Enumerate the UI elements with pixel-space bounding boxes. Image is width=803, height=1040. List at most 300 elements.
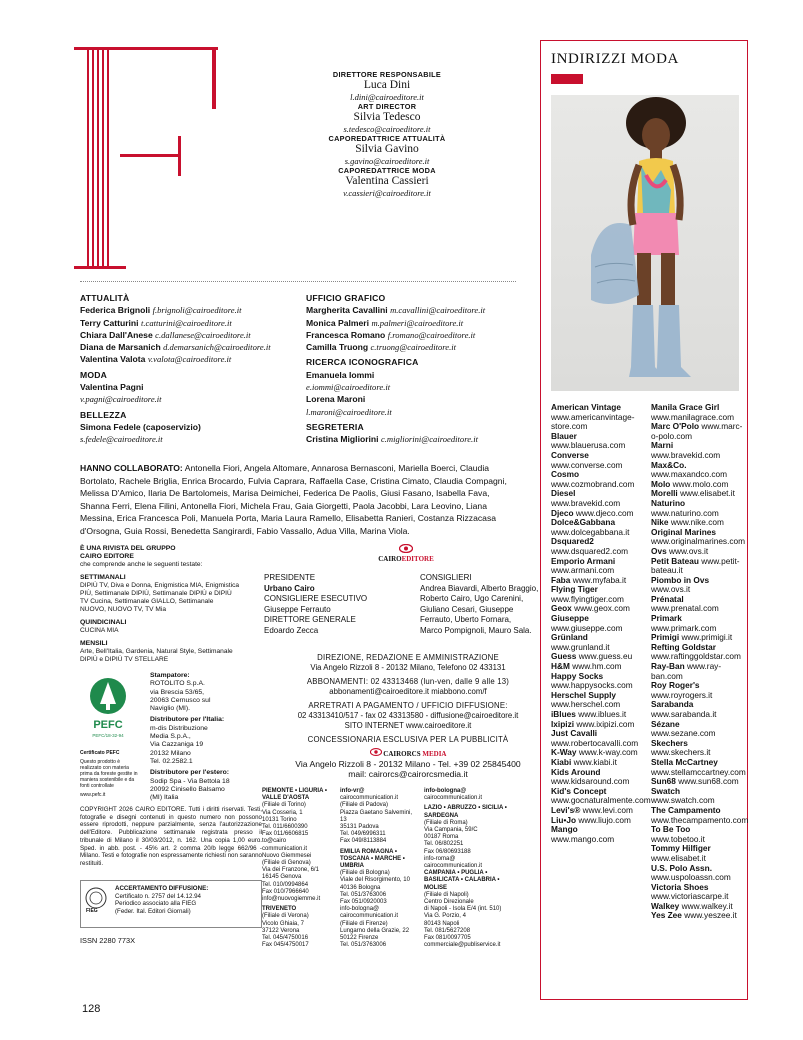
board-member-line: Andrea Biavardi, Alberto Braggio, — [420, 583, 539, 593]
brand-entry — [651, 595, 743, 614]
brand-url[interactable]: www.raftinggoldstar.com — [651, 651, 741, 662]
office-line: to@cairo — [262, 838, 287, 845]
brand-url[interactable]: www.maxandco.com — [651, 469, 728, 480]
brand-url[interactable]: www.ray-ban.com — [651, 661, 722, 681]
brand-url[interactable]: www.primark.com — [651, 622, 717, 633]
brand-name: Diesel — [551, 488, 576, 499]
brand-name: H&M — [551, 661, 570, 672]
brand-name: American Vintage — [551, 402, 621, 412]
brand-url[interactable]: www.levi.com — [582, 804, 633, 815]
brand-name: Kid's Concept — [551, 785, 607, 796]
brand-url[interactable]: www.victoriascarpe.it — [651, 891, 729, 902]
role-name: Giuseppe Ferrauto — [264, 604, 331, 614]
pefc-text: Questo prodotto è realizzato con materia prima da foreste gestite in maniera sostenibile e da fonti controllate — [80, 759, 138, 789]
brand-name: Blauer — [551, 430, 577, 441]
brand-url[interactable]: www.flyingtiger.com — [551, 593, 624, 604]
brand-name: Faba — [551, 574, 571, 585]
brand-url[interactable]: www.guess.eu — [578, 651, 633, 662]
office-line: communication.it — [262, 845, 308, 852]
region-heading: EMILIA ROMAGNA • TOSCANA • MARCHE • UMBRIA — [340, 848, 405, 870]
brand-name: Skechers — [651, 737, 688, 748]
brand-name: Marc O'Polo — [651, 421, 700, 432]
brand-name: Converse — [551, 449, 589, 460]
brand-url[interactable]: www.stellamccartney.com — [651, 766, 746, 777]
brand-entry — [551, 451, 639, 470]
brand-name: K-Way — [551, 747, 577, 758]
role-label: CONSIGLIERE ESECUTIVO — [264, 594, 368, 604]
brand-url[interactable]: www.americanvintage-store.com — [551, 411, 635, 432]
masthead-role: ART DIRECTOR — [357, 102, 417, 111]
brand-name: Max&Co. — [651, 459, 687, 470]
info-line: via Brescia 53/65, — [150, 688, 205, 696]
brand-entry — [651, 557, 743, 576]
brand-url[interactable]: www.grunland.it — [551, 641, 610, 652]
brand-entry — [551, 768, 639, 787]
office-line: Tel. 06/802251 — [424, 841, 464, 848]
brand-url[interactable]: www.blauerusa.com — [551, 440, 626, 451]
contact-line: 02 43313410/517 - fax 02 43313580 - diffusione@cairoeditore.it — [297, 711, 519, 720]
info-line: (MI) Italia — [150, 794, 179, 802]
brand-entry — [651, 403, 743, 422]
region-heading: LAZIO • ABRUZZO • SICILIA • SARDEGNA — [424, 805, 507, 819]
group-info — [80, 545, 240, 664]
masthead-entry — [262, 166, 512, 198]
brand-url[interactable]: www.k-way.com — [578, 747, 638, 758]
accent-bar — [551, 74, 583, 84]
masthead-role: DIRETTORE RESPONSABILE — [332, 70, 442, 79]
staff-email[interactable]: c.truong@cairoeditore.it — [370, 342, 457, 353]
brand-entry — [551, 403, 639, 432]
page-number: 128 — [82, 1003, 101, 1015]
masthead-role: CAPOREDATTRICE ATTUALITÀ — [328, 134, 446, 143]
office-line: di Napoli - Isola E/4 (int. 510) — [424, 906, 502, 913]
region-heading: info-bologna@ — [424, 788, 467, 794]
brand-entry — [551, 691, 639, 710]
brand-url[interactable]: www.sezane.com — [651, 728, 716, 739]
divider — [80, 281, 516, 282]
brand-url[interactable]: www.gocnaturalmente.com — [551, 795, 651, 806]
brand-name: U.S. Polo Assn. — [651, 862, 713, 873]
brand-name: Cosmo — [551, 469, 580, 480]
brand-entry — [651, 700, 743, 719]
brand-entry — [551, 825, 639, 844]
copyright: COPYRIGHT 2026 CAIRO EDITORE. Tutti i diritti riservati. Testi, fotografie e disegni contenuti in questo numero non possono essere riprodotti, neppure parzialmente, senza l'autorizzazione dell'Editore. Pubblicazione settimanale registrata presso il tribunale di Milano il 30/03/2012, n. 162. Una copia 1,00 euro. Sped. in abb. post. - 45% art. 2 comma 20/b legge 662/96 - Milano. Testi e fotografie non espressamente richiesti non saranno restituiti. — [80, 806, 262, 867]
staff-row — [306, 406, 521, 418]
masthead-name: Valentina Cassieri — [345, 175, 429, 187]
brand-url[interactable]: www.mango.com — [551, 833, 615, 844]
staff-name: Francesca Romano — [306, 329, 386, 340]
brand-name: Stella McCartney — [651, 756, 718, 767]
staff-right — [306, 292, 521, 446]
brand-url[interactable]: www.manilagrace.com — [651, 411, 734, 422]
brand-url[interactable]: www.bravekid.com — [551, 497, 621, 508]
office-line: cairocommunication.it — [340, 913, 399, 920]
section-heading: SETTIMANALI — [80, 574, 126, 581]
contact-heading: DIREZIONE, REDAZIONE E AMMINISTRAZIONE — [317, 653, 499, 662]
brand-entry — [651, 787, 743, 806]
brand-name: Kiabi — [551, 756, 572, 767]
brand-url[interactable]: www.prenatal.com — [651, 603, 719, 614]
office-column — [424, 788, 520, 949]
brand-entry — [651, 576, 743, 595]
contact-line[interactable]: SITO INTERNET www.cairoeditore.it — [344, 721, 472, 730]
masthead-email[interactable]: s.tedesco@cairoeditore.it — [343, 124, 431, 134]
brand-url[interactable]: www.royrogers.it — [651, 689, 713, 700]
brand-url[interactable]: www.elisabet.it — [651, 852, 706, 863]
role-label: PRESIDENTE — [264, 573, 316, 582]
brand-entry — [651, 499, 743, 518]
brand-entry — [651, 662, 743, 681]
brand-entry — [651, 526, 746, 547]
brand-name: Mango — [551, 824, 578, 835]
office-line: 00187 Roma — [424, 834, 459, 841]
role-name: Edoardo Zecca — [264, 625, 319, 635]
staff-name: Valentina Pagni — [80, 382, 144, 393]
brand-url[interactable]: www.yeszee.it — [684, 910, 737, 921]
masthead-email[interactable]: l.dini@cairoeditore.it — [350, 92, 424, 102]
brand-url[interactable]: www.sun68.com — [678, 776, 739, 787]
brand-name: Herschel Supply — [551, 689, 617, 700]
brand-url[interactable]: www.sarabanda.it — [651, 709, 717, 719]
brand-url[interactable]: www.nike.com — [670, 517, 724, 528]
office-line: 16145 Genova — [262, 874, 302, 881]
brand-entry — [551, 489, 639, 508]
brand-name: Sarabanda — [651, 699, 694, 710]
brand-name: Prénatal — [651, 593, 684, 604]
info-line: Naviglio (MI). — [150, 705, 191, 713]
info-line: 20063 Cernusco sul — [150, 696, 211, 704]
staff-row — [80, 381, 300, 393]
brand-url[interactable]: www.swatch.com — [651, 795, 715, 806]
section-heading: MENSILI — [80, 640, 108, 647]
brand-name: Just Cavalli — [551, 728, 598, 739]
office-line: info@nuovogiemme.it — [262, 896, 321, 903]
contact-line: Via Angelo Rizzoli 8 - 20132 Milano - Tel. +39 02 25845400 — [295, 759, 521, 769]
role-label: CONSIGLIERI — [420, 573, 472, 582]
section-heading: QUINDICINALI — [80, 619, 127, 626]
section-heading: RICERCA ICONOGRAFICA — [306, 357, 419, 368]
staff-name: Monica Palmeri — [306, 317, 370, 328]
section-heading: Distributore per l'estero: — [150, 769, 230, 777]
brand-name: Roy Roger's — [651, 680, 700, 691]
eye-icon — [399, 544, 413, 553]
region-heading: info-vr@ — [340, 788, 365, 794]
brand-entry — [551, 537, 639, 556]
office-line: Tel. 045/4750016 — [262, 935, 309, 942]
info-line: Periodico associato alla FIEG — [115, 900, 197, 907]
info-line: 20132 Milano — [150, 749, 191, 757]
section-heading: BELLEZZA — [80, 409, 127, 420]
brand-url[interactable]: www.ovs.it — [669, 545, 709, 556]
logo-text-cairo: CAIRO — [378, 555, 402, 563]
staff-row — [306, 369, 521, 381]
accertamento-box — [80, 880, 262, 928]
brand-name: Yes Zee — [651, 910, 682, 921]
brand-url[interactable]: www.thecampamento.com — [651, 814, 749, 825]
staff-name: Diana de Marsanich — [80, 342, 161, 353]
brand-url[interactable]: www.originalmarines.com — [651, 536, 746, 547]
brand-entry — [651, 844, 743, 863]
pefc-caption — [80, 750, 140, 798]
brand-entry — [551, 672, 639, 691]
sidebar-title: INDIRIZZI MODA — [551, 51, 679, 67]
info-line: ROTOLITO S.p.A. — [150, 680, 205, 688]
pefc-cert: Certificato PEFC — [80, 750, 120, 756]
brand-entry — [651, 864, 743, 883]
board-left — [264, 573, 404, 637]
staff-name: Terry Catturini — [80, 317, 139, 328]
brand-name: Molo — [651, 478, 671, 489]
staff-email[interactable]: v.valota@cairoeditore.it — [147, 354, 232, 365]
brand-entry — [651, 825, 743, 844]
staff-email[interactable]: m.palmeri@cairoeditore.it — [371, 317, 464, 328]
brand-entry — [551, 470, 639, 489]
info-line: Media S.p.A., — [150, 733, 191, 741]
masthead-role: CAPOREDATTRICE MODA — [338, 166, 436, 175]
brand-url[interactable]: www.djeco.com — [575, 507, 634, 518]
brand-url[interactable]: www.molo.com — [672, 478, 729, 489]
brand-url[interactable]: www.liujo.com — [578, 814, 631, 825]
office-line: (Filiale di Verona) — [262, 913, 309, 920]
brand-name: Djeco — [551, 507, 574, 518]
staff-row — [80, 433, 300, 445]
group-intro: È UNA RIVISTA DEL GRUPPO — [80, 545, 176, 552]
office-line: Fax 049/8113884 — [340, 838, 387, 845]
role-label: DIRETTORE GENERALE — [264, 615, 356, 625]
board-member-line: Roberto Cairo, Ugo Carenini, — [420, 594, 524, 604]
brand-url[interactable]: www.bravekid.com — [651, 449, 721, 460]
brand-url[interactable]: www.uspoloassn.com — [651, 872, 731, 883]
brand-name: Primigi — [651, 632, 680, 643]
staff-email[interactable]: t.catturini@cairoeditore.it — [140, 317, 232, 328]
group-name: CAIRO EDITORE — [80, 553, 134, 560]
office-column — [262, 788, 334, 949]
eye-icon — [370, 748, 382, 756]
brand-name: Flying Tiger — [551, 584, 598, 595]
issn: ISSN 2280 773X — [80, 936, 136, 945]
staff-email[interactable]: l.maroni@cairoeditore.it — [306, 406, 392, 417]
office-column — [340, 788, 418, 949]
staff-row — [306, 329, 521, 341]
pefc-code: PEFC/18-32-94 — [92, 733, 124, 738]
office-line: info-roma@ — [424, 855, 456, 862]
brand-url[interactable]: www.iblues.it — [578, 709, 627, 719]
office-line: Vicolo Ghiaia, 7 — [262, 920, 304, 927]
pefc-url[interactable]: www.pefc.it — [80, 792, 106, 798]
brand-url[interactable]: www.robertocavalli.com — [551, 737, 639, 748]
brand-name: Petit Bateau — [651, 555, 699, 566]
brand-name: The Campamento — [651, 804, 721, 815]
section-heading: ATTUALITÀ — [80, 293, 130, 303]
brand-url[interactable]: www.giuseppe.com — [551, 622, 623, 633]
board-member-line: Giuliano Cesari, Giuseppe — [420, 604, 514, 614]
brand-entry — [651, 804, 749, 825]
brand-entry — [551, 729, 639, 748]
office-line: Fax 011/6606815 — [262, 831, 309, 838]
office-line: (Filiale di Roma) — [424, 819, 468, 826]
staff-row — [306, 317, 521, 329]
section-heading: SEGRETERIA — [306, 421, 364, 432]
logo-text-media: MEDIA — [422, 750, 447, 758]
biweeklies: CUCINA MIA — [80, 627, 119, 634]
brand-entry — [651, 681, 743, 700]
brand-name: Emporio Armani — [551, 555, 616, 566]
office-line: 37122 Verona — [262, 927, 300, 934]
region-heading: PIEMONTE • LIGURIA • VALLE D'AOSTA — [262, 788, 327, 802]
brand-name: Dsquared2 — [551, 536, 594, 547]
masthead — [262, 70, 512, 198]
brand-url[interactable]: www.kiabi.it — [573, 756, 617, 767]
staff-name: Simona Fedele (caposervizio) — [80, 421, 201, 432]
office-line: 10131 Torino — [262, 816, 297, 823]
staff-email[interactable]: c.dallanese@cairoeditore.it — [155, 329, 251, 340]
office-line: Fax 051/0920003 — [340, 899, 387, 906]
brand-url[interactable]: www.geox.com — [574, 603, 630, 614]
office-line: Centro Direzionale — [424, 899, 474, 906]
staff-row — [80, 329, 300, 341]
masthead-email[interactable]: s.gavino@cairoeditore.it — [344, 156, 430, 166]
staff-email[interactable]: m.cavallini@cairoeditore.it — [390, 305, 486, 316]
masthead-entry — [262, 70, 512, 102]
magazine-logo-f — [74, 44, 220, 272]
brand-name: Original Marines — [651, 526, 717, 537]
office-line: Fax 081/0097705 — [424, 935, 471, 942]
brand-url[interactable]: www.converse.com — [551, 459, 623, 470]
brand-entry — [651, 461, 743, 480]
brand-url[interactable]: www.kidsaround.com — [551, 776, 630, 787]
staff-name: Lorena Maroni — [306, 394, 366, 405]
brand-url[interactable]: www.happysocks.com — [551, 680, 633, 691]
staff-email[interactable]: s.fedele@cairoeditore.it — [80, 434, 163, 445]
brand-name: Levi's® — [551, 804, 581, 815]
info-line: Tel. 02.2582.1 — [150, 757, 193, 765]
masthead-entry — [262, 134, 512, 166]
brand-name: Refting Goldstar — [651, 641, 716, 652]
staff-name: Emanuela Iommi — [306, 369, 375, 380]
board-right — [420, 573, 560, 637]
brand-name: Walkey — [651, 900, 680, 911]
masthead-email[interactable]: v.cassieri@cairoeditore.it — [343, 188, 431, 198]
brand-url[interactable]: www.armani.com — [551, 565, 615, 576]
staff-row — [80, 353, 300, 365]
staff-row — [80, 393, 300, 405]
office-line: Piazza Gaetano Salvemini, 13 — [340, 809, 413, 823]
brand-name: Nike — [651, 517, 669, 528]
brand-url[interactable]: www.tobetoo.it — [651, 833, 705, 844]
office-line: Lungarno della Grazie, 22 — [340, 927, 410, 934]
office-line: Via G. Porzio, 4 — [424, 913, 466, 920]
contact-line[interactable]: abbonamenti@cairoeditore.it miabbono.com/f — [329, 687, 487, 696]
brand-name: Sun68 — [651, 776, 676, 787]
brand-url[interactable]: www.primigi.it — [681, 632, 733, 643]
staff-email[interactable]: d.demarsanich@cairoeditore.it — [163, 342, 271, 353]
brand-url[interactable]: www.dolcegabbana.it — [551, 526, 630, 537]
staff-email[interactable]: e.iommi@cairoeditore.it — [306, 382, 391, 393]
office-line: Tel. 011/6600390 — [262, 824, 308, 831]
info-line: Sodip Spa - Via Bettola 18 — [150, 777, 230, 785]
brand-url[interactable]: www.ixipizi.com — [576, 718, 635, 729]
brand-url[interactable]: www.ovs.it — [651, 584, 691, 595]
contacts-block — [262, 649, 554, 779]
brand-url[interactable]: www.hm.com — [572, 661, 622, 672]
brand-name: Primark — [651, 613, 682, 624]
staff-name: Cristina Migliorini — [306, 434, 379, 445]
brand-list-left — [551, 402, 651, 844]
brand-url[interactable]: www.skechers.it — [651, 747, 711, 758]
brand-entry — [651, 883, 743, 902]
brand-url[interactable]: www.marc-o-polo.com — [651, 421, 743, 441]
office-line: cairocommunication.it — [424, 863, 483, 870]
office-line: 40136 Bologna — [340, 884, 381, 891]
brand-url[interactable]: www.myfaba.it — [572, 574, 627, 585]
brand-entry — [651, 756, 746, 777]
office-line: commerciale@publiservice.it — [424, 942, 501, 949]
brand-url[interactable]: www.herschel.com — [551, 699, 621, 710]
brand-name: To Be Too — [651, 824, 691, 835]
brand-name: Ovs — [651, 545, 667, 556]
section-heading: Distributore per l'Italia: — [150, 716, 225, 724]
office-line: Nuovo Giemmesei — [262, 852, 312, 859]
office-line: (Filiale di Padova) — [340, 802, 389, 809]
staff-email[interactable]: f.brignoli@cairoeditore.it — [152, 305, 242, 316]
brand-entry — [551, 518, 639, 537]
office-line: (Filiale di Genova) — [262, 860, 311, 867]
brand-name: Kids Around — [551, 766, 601, 777]
contact-line[interactable]: mail: cairorcs@cairorcsmedia.it — [348, 769, 468, 779]
office-line: Via dei Franzone, 6/1 — [262, 867, 319, 874]
logo-text-cairorcs: CAIRORCS — [383, 750, 421, 758]
pefc-label: PEFC — [93, 719, 123, 731]
brand-entry — [551, 557, 639, 576]
brand-url[interactable]: www.elisabet.it — [680, 488, 735, 499]
masthead-name: Luca Dini — [363, 79, 411, 91]
section-heading: ACCERTAMENTO DIFFUSIONE: — [115, 885, 209, 892]
brand-entry — [551, 614, 639, 633]
brand-name: Ray-Ban — [651, 661, 685, 672]
weeklies: DIPIÙ TV, Diva e Donna, Enigmistica MIA, Enigmistica PIÙ, Settimanale DIPIÙ, Settimanale DIPIÙ e DIPIÙ TV Cucina, Settimanale GIALLO, Settimanale NUOVO, NUOVO TV, TV Mia — [80, 582, 240, 613]
brand-url[interactable]: www.dsquared2.com — [551, 545, 629, 556]
brand-url[interactable]: www.walkey.it — [681, 900, 733, 911]
staff-email[interactable]: f.romano@cairoeditore.it — [387, 329, 476, 340]
staff-name: Chiara Dall'Anese — [80, 329, 153, 340]
collab-label: HANNO COLLABORATO: — [80, 463, 183, 473]
staff-row — [80, 421, 300, 433]
brand-url[interactable]: www.naturino.com — [651, 507, 719, 518]
info-line: Via Cazzaniga 19 — [150, 741, 204, 749]
masthead-name: Silvia Tedesco — [353, 111, 421, 123]
staff-email[interactable]: c.migliorini@cairoeditore.it — [380, 434, 478, 445]
brand-name: Giuseppe — [551, 613, 589, 624]
brand-name: Naturino — [651, 497, 686, 508]
staff-name: Federica Brignoli — [80, 305, 151, 316]
staff-email[interactable]: v.pagni@cairoeditore.it — [80, 394, 162, 405]
brand-name: Morelli — [651, 488, 678, 499]
masthead-entry — [262, 102, 512, 134]
office-line: (Filiale di Firenze) — [340, 920, 388, 927]
office-line: Tel. 051/3763006 — [340, 891, 387, 898]
brand-name: Grünland — [551, 632, 588, 643]
contact-line: ABBONAMENTI: 02 43313468 (lun-ven, dalle 9 alle 13) — [306, 677, 510, 686]
office-line: cairocommunication.it — [424, 795, 483, 802]
brand-name: Tommy Hilfiger — [651, 843, 711, 854]
brand-name: Marni — [651, 440, 674, 451]
office-line: cairocommunication.it — [340, 795, 399, 802]
brand-entry — [651, 614, 743, 633]
section-heading: MODA — [80, 369, 108, 380]
brand-url[interactable]: www.cozmobrand.com — [551, 478, 635, 489]
staff-left — [80, 292, 300, 446]
brand-url[interactable]: www.petit-bateau.it — [651, 555, 740, 576]
